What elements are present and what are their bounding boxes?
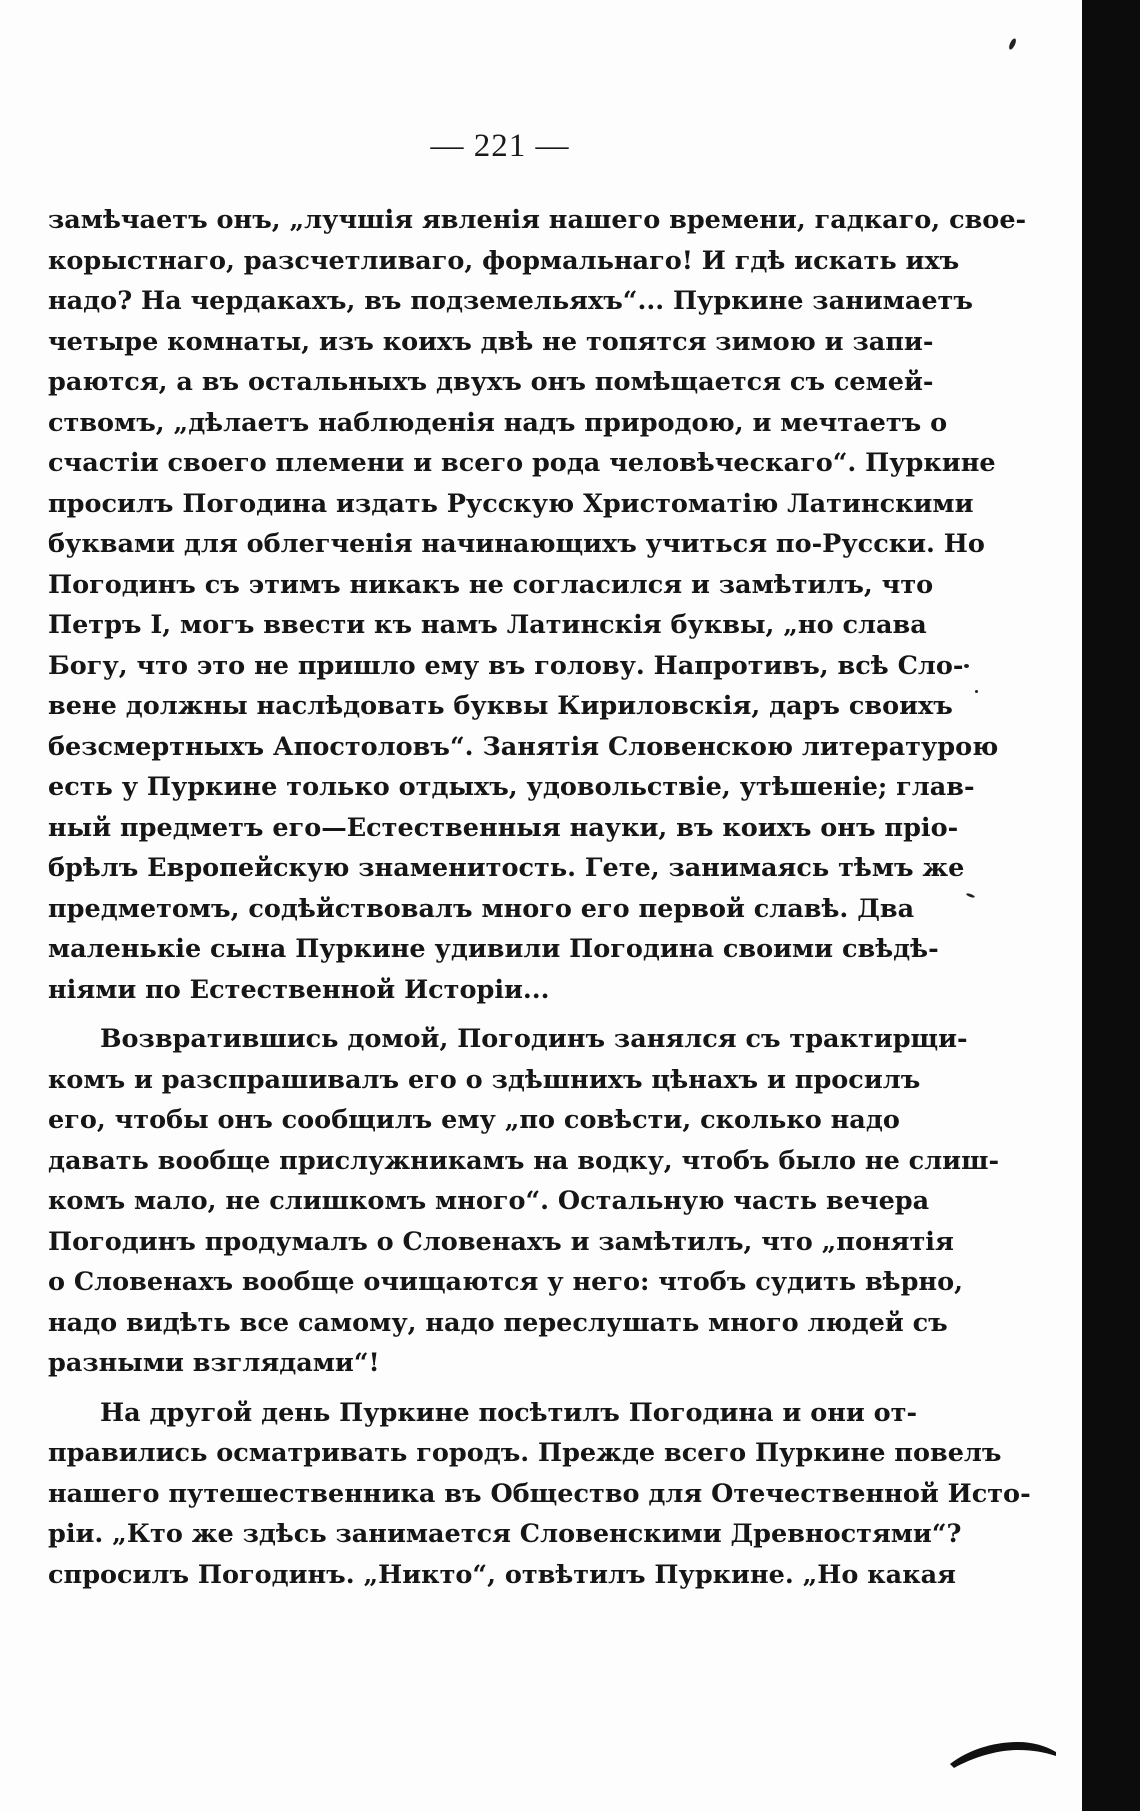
paragraph <box>48 1019 1000 1384</box>
text-line: ріи. „Кто же здѣсь занимается Словенскими Древностями“? <box>48 1519 962 1549</box>
text-line: раются, а въ остальныхъ двухъ онъ помѣщается съ семей- <box>48 367 934 397</box>
text-line: Возвратившись домой, Погодинъ занялся съ трактирщи- <box>100 1024 968 1054</box>
text-line: ствомъ, „дѣлаетъ наблюденія надъ природою, и мечтаетъ о <box>48 407 948 438</box>
body-text <box>48 200 1031 1595</box>
text-line: Богу, что это не пришло ему въ голову. Напротивъ, всѣ Сло- <box>48 650 964 681</box>
text-line: ный предметъ его—Естественныя науки, въ коихъ онъ пріо- <box>48 812 959 843</box>
page-number: — 221 — <box>430 128 570 164</box>
text-line: спросилъ Погодинъ. „Никто“, отвѣтилъ Пуркине. „Но какая <box>48 1559 956 1590</box>
text-line: нашего путешественника въ Общество для Отечественной Исто- <box>48 1478 1031 1509</box>
text-line: о Словенахъ вообще очищаются у него: чтобъ судить вѣрно, <box>48 1267 963 1297</box>
text-line: Погодинъ продумалъ о Словенахъ и замѣтилъ, что „понятія <box>48 1226 954 1257</box>
scan-speck <box>975 690 978 693</box>
text-line: ніями по Естественной Исторіи... <box>48 974 550 1005</box>
text-line: разными взглядами“! <box>48 1348 380 1378</box>
text-line: счастіи своего племени и всего рода человѣческаго“. Пуркине <box>48 448 996 478</box>
text-line: комъ и разспрашивалъ его о здѣшнихъ цѣнахъ и просилъ <box>48 1064 921 1095</box>
text-line: четыре комнаты, изъ коихъ двѣ не топятся зимою и запи- <box>48 326 934 357</box>
text-line: просилъ Погодина издать Русскую Христоматію Латинскими <box>48 488 974 519</box>
text-line: надо видѣть все самому, надо переслушать много людей съ <box>48 1307 948 1338</box>
scan-speck <box>964 664 969 668</box>
scan-artifact-curl <box>948 1730 1058 1770</box>
text-line: буквами для облегченія начинающихъ учиться по-Русски. Но <box>48 529 985 559</box>
scan-dark-edge <box>1082 0 1140 1811</box>
text-line: замѣчаетъ онъ, „лучшія явленія нашего времени, гадкаго, свое- <box>48 205 1027 235</box>
text-line: маленькіе сына Пуркине удивили Погодина своими свѣдѣ- <box>48 934 939 964</box>
text-line: Петръ I, могъ ввести къ намъ Латинскія буквы, „но слава <box>48 610 927 640</box>
text-line: комъ мало, не слишкомъ много“. Остальную часть вечера <box>48 1186 930 1216</box>
text-line: корыстнаго, разсчетливаго, формальнаго! И гдѣ искать ихъ <box>48 245 960 276</box>
paragraph-gap <box>48 1010 890 1019</box>
text-line: надо? На чердакахъ, въ подземельяхъ“... Пуркине занимаетъ <box>48 286 973 316</box>
scan-speck <box>966 893 975 899</box>
paragraph <box>48 1393 1031 1596</box>
text-line: На другой день Пуркине посѣтилъ Погодина и они от- <box>100 1397 918 1428</box>
text-line: Погодинъ съ этимъ никакъ не согласился и замѣтилъ, что <box>48 569 934 600</box>
text-line: безсмертныхъ Апостоловъ“. Занятія Словенскою литературою <box>48 731 999 762</box>
text-line: брѣлъ Европейскую знаменитость. Гете, занимаясь тѣмъ же <box>48 853 965 883</box>
text-line: вене должны наслѣдовать буквы Кириловскія, даръ своихъ <box>48 691 953 721</box>
scan-speck <box>1008 38 1018 51</box>
text-line: давать вообще прислужникамъ на водку, чтобъ было не слиш- <box>48 1145 1000 1176</box>
paragraph-gap <box>48 1384 890 1393</box>
text-line: предметомъ, содѣйствовалъ много его первой славѣ. Два <box>48 893 915 924</box>
text-line: есть у Пуркине только отдыхъ, удовольствіе, утѣшеніе; глав- <box>48 772 975 802</box>
text-line: правились осматривать городъ. Прежде всего Пуркине повелъ <box>48 1438 1002 1468</box>
text-line: его, чтобы онъ сообщилъ ему „по совѣсти, сколько надо <box>48 1105 900 1135</box>
paragraph <box>48 200 1027 1010</box>
